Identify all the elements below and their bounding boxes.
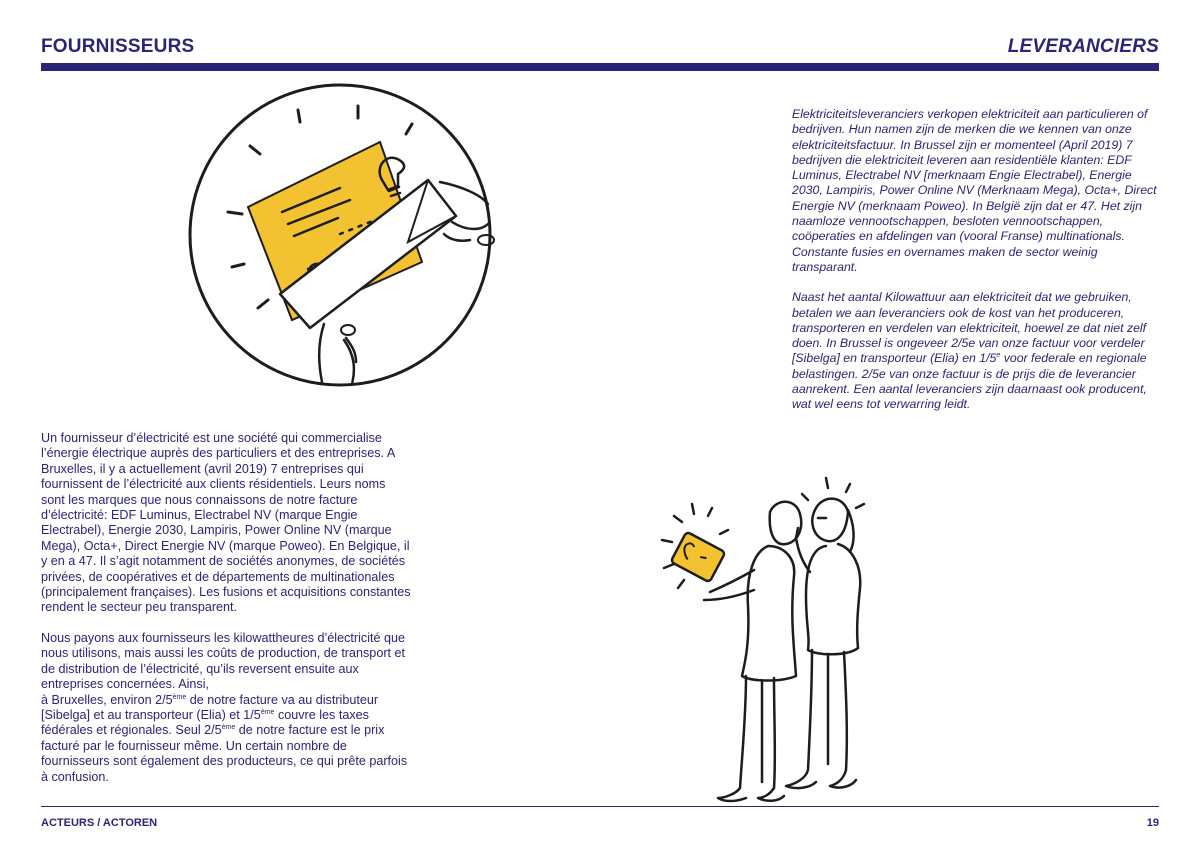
page-title-french: FOURNISSEURS xyxy=(41,36,195,57)
page-number: 19 xyxy=(1146,817,1159,829)
dutch-text-block xyxy=(792,107,1160,428)
dutch-paragraph-2: Naast het aantal Kilowattuur aan elektriciteit dat we gebruiken, betalen we aan leveranciers ook de kost van het produceren, transporteren en verdelen van elektriciteit, hoewel ze dat niet zelf doen. In Brussel is ongeveer 2/5e van onze factuur voor verdeler [Sibelga] en transporteur (Elia) en 1/5e voor federale en regionale belastingen. 2/5e van onze factuur is de prijs die de leverancier aanrekent. Een aantal leveranciers zijn daarnaast ook producent, wat wel eens tot verwarring leidt. xyxy=(792,290,1147,412)
two-people-with-tablet-icon xyxy=(650,460,930,810)
footer-section-label: ACTEURS / ACTOREN xyxy=(41,817,158,829)
french-paragraph-1: Un fournisseur d’électricité est une société qui commercialise l’énergie électrique auprès des particuliers et des entreprises. A Bruxelles, il y a actuellement (avril 2019) 7 entreprises qui fournissent de l’électricité aux clients résidentiels. Leurs noms sont les marques que nous connaissons de notre facture d’électricité: EDF Luminus, Electrabel NV (marque Engie Electrabel), Energie 2030, Lampiris, Power Online NV (marque Mega), Octa+, Direct Energie NV (marque Poweo). En Belgique, il y en a 47. Il s’agit notamment de sociétés anonymes, de sociétés privées, de coopératives et de départements de multinationales (principalement françaises). Les fusions et acquisitions constantes rendent le secteur peu transparent. xyxy=(41,431,411,615)
dutch-paragraph-1: Elektriciteitsleveranciers verkopen elektriciteit aan particulieren of bedrijven. Hun namen zijn de merken die we kennen van onze elektriciteitsfactuur. In Brussel zijn er momenteel (April 2019) 7 bedrijven die elektriciteit leveren aan residentiële klanten: EDF Luminus, Electrabel NV [merknaam Engie Electrabel), Energie 2030, Lampiris, Power Online NV (Merknaam Mega), Octa+, Direct Energie NV (merknaam Poweo). In België zijn dat er 47. Het zijn naamloze vennootschappen, besloten vennootschappen, coöperaties en afdelingen van (vooral Franse) multinationals. Constante fusies en overnames maken de sector weinig transparant. xyxy=(792,107,1157,274)
footer-rule xyxy=(41,806,1159,807)
french-text-block xyxy=(41,431,411,800)
page-title-dutch: LEVERANCIERS xyxy=(1007,36,1159,57)
french-paragraph-2: Nous payons aux fournisseurs les kilowattheures d’électricité que nous utilisons, mais aussi les coûts de production, de transport et de distribution de l’électricité, qu’ils reversent ensuite aux entreprises concernées. Ainsi, à Bruxelles, environ 2/5ème de notre facture va au distributeur [Sibelga] et au transporteur (Elia) et 1/5ème couvre les taxes fédérales et régionales. Seul 2/5ème de notre facture est le prix facturé par le fournisseur même. Un certain nombre de fournisseurs sont également des producteurs, ce qui prête parfois à confusion. xyxy=(41,630,408,784)
hands-opening-envelope-icon xyxy=(190,62,490,402)
